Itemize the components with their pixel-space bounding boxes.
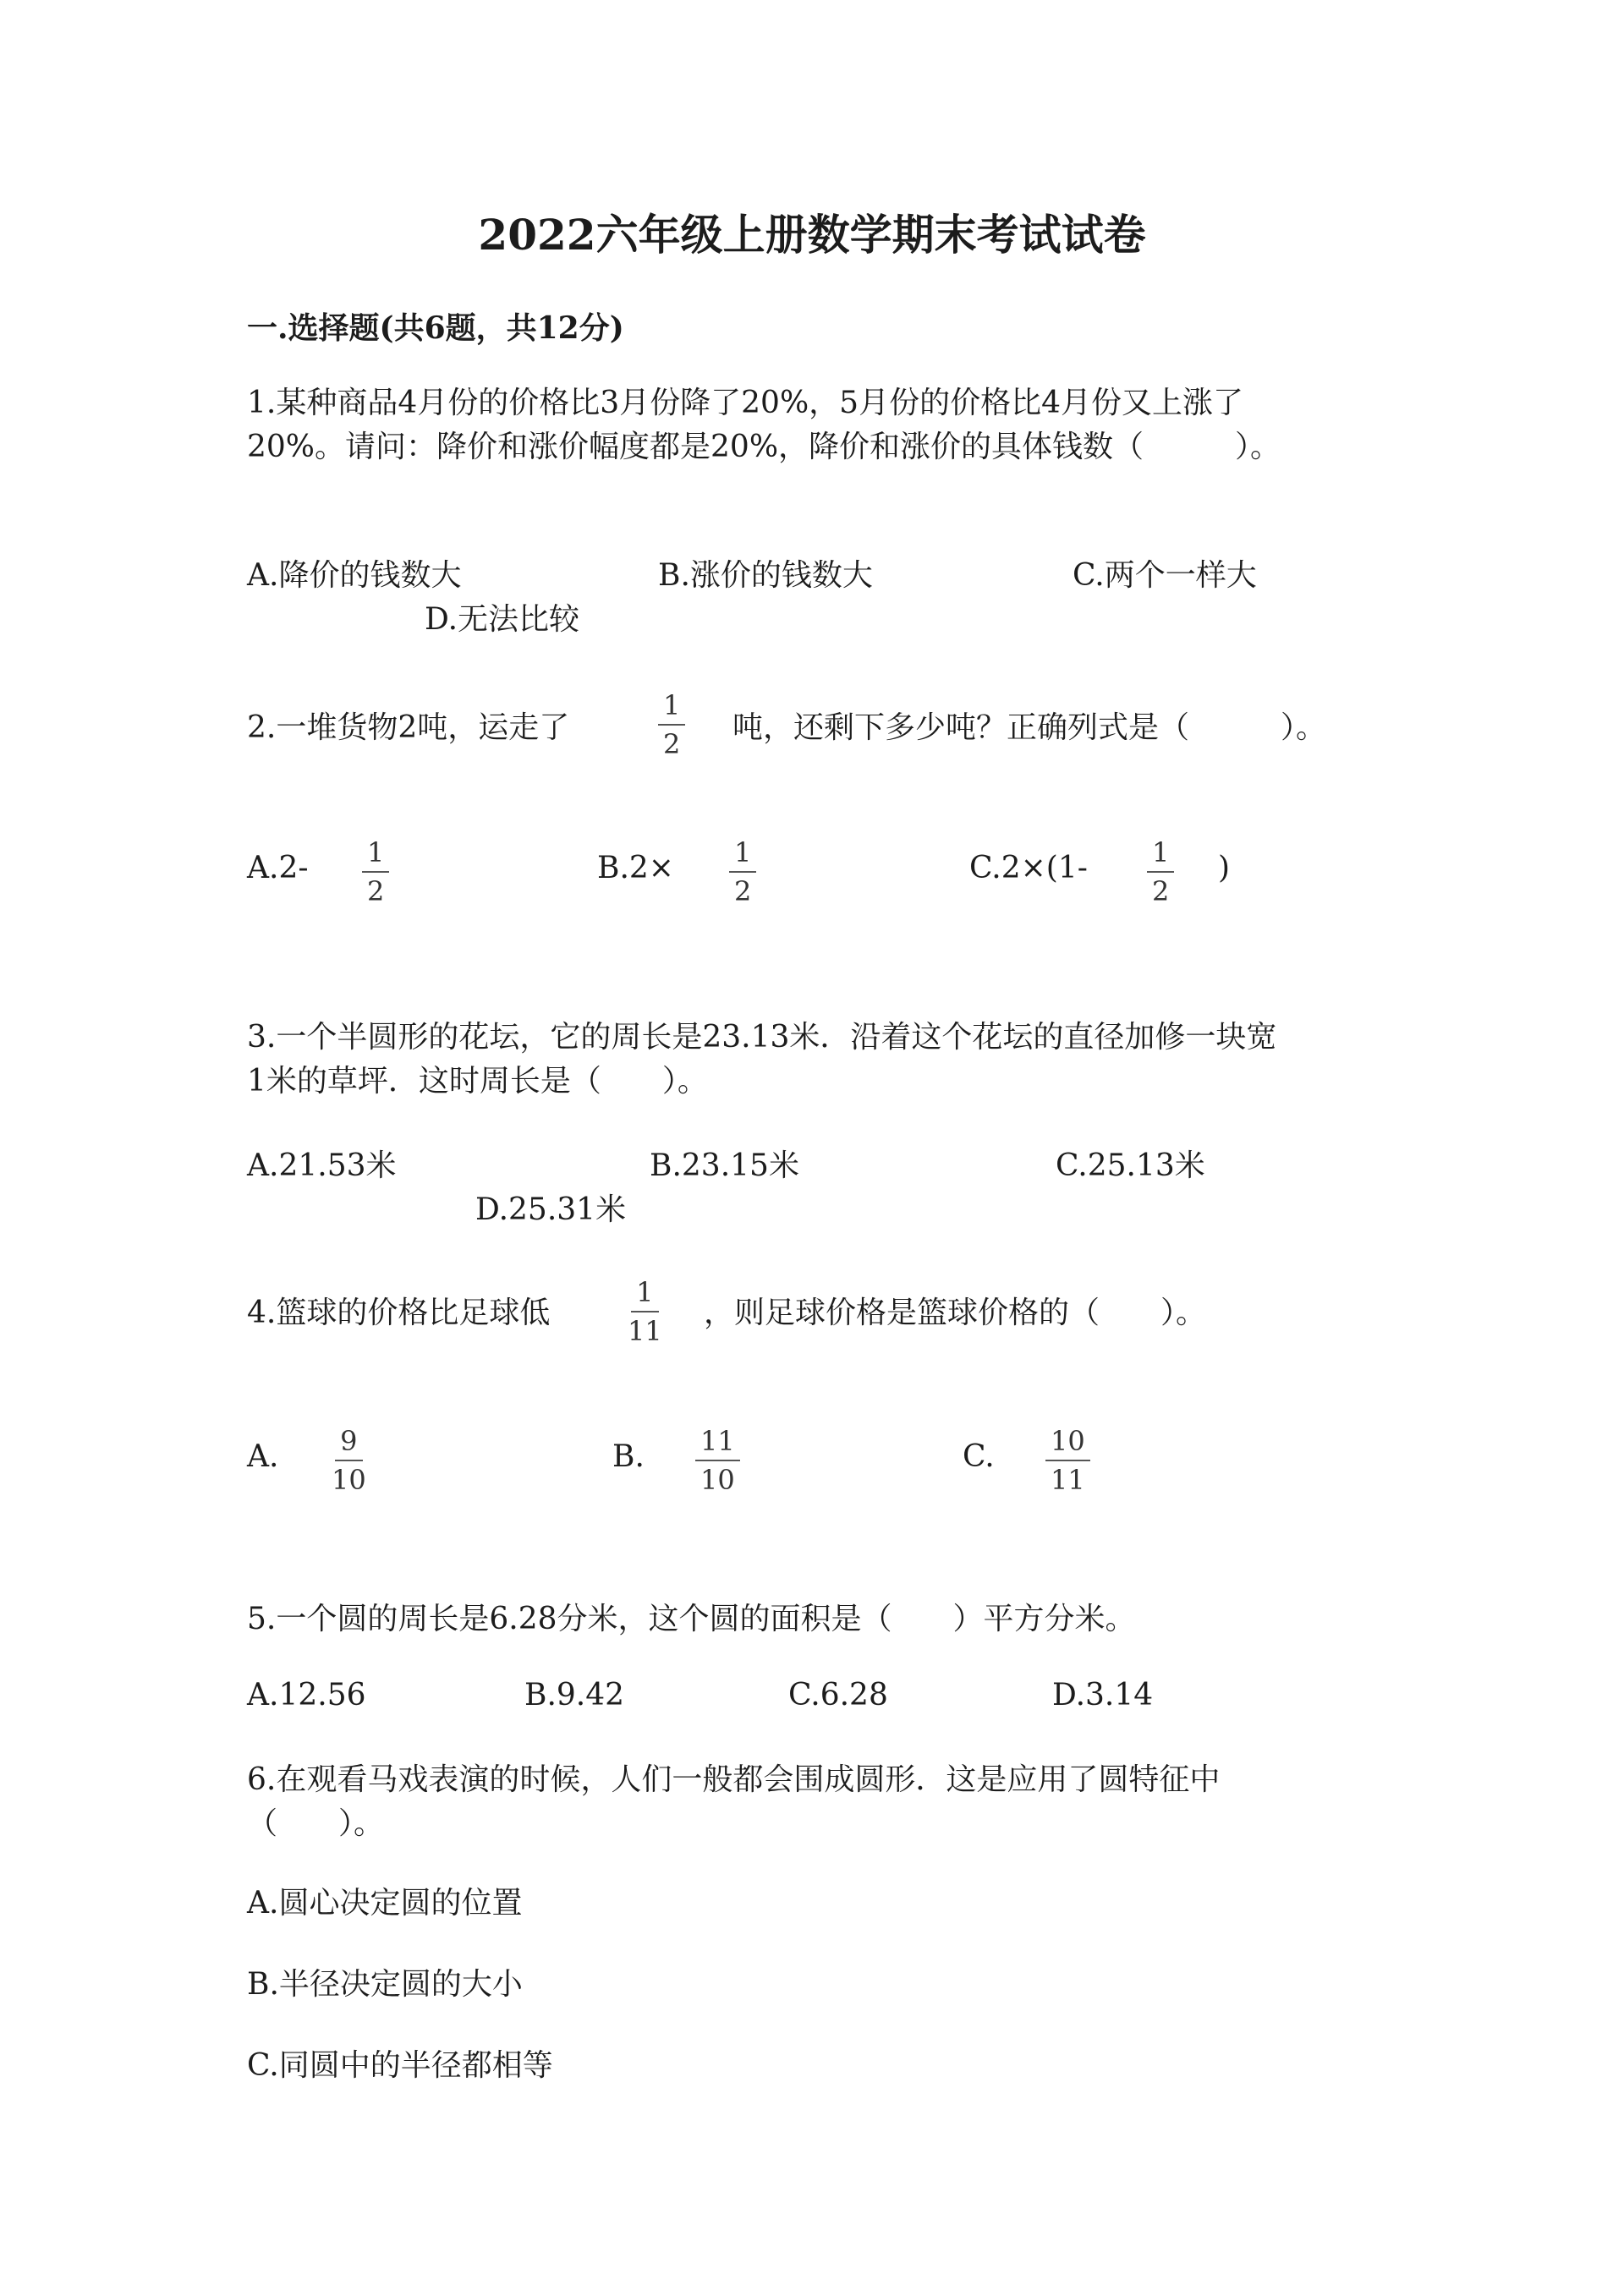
q3-option-a: A.21.53米 <box>247 1148 397 1183</box>
fraction-numerator: 9 <box>335 1427 362 1461</box>
fraction-numerator: 11 <box>695 1427 740 1461</box>
q6-option-b: B.半径决定圆的大小 <box>247 1967 523 2002</box>
fraction-numerator: 1 <box>631 1279 658 1312</box>
fraction-denominator: 11 <box>1051 1464 1085 1496</box>
q4-option-a-fraction <box>332 1425 366 1496</box>
fraction-denominator: 2 <box>1152 875 1170 907</box>
fraction-denominator: 10 <box>332 1464 366 1496</box>
q2-option-c-fraction <box>1147 836 1174 907</box>
q2-text-post: 吨，还剩下多少吨？正确列式是（ ）。 <box>732 710 1327 745</box>
q6-line2: （ ）。 <box>247 1806 385 1841</box>
q5-line1: 5.一个圆的周长是6.28分米，这个圆的面积是（ ）平方分米。 <box>247 1602 1136 1636</box>
fraction-denominator: 2 <box>663 728 681 760</box>
q3-line2: 1米的草坪．这时周长是（ ）。 <box>247 1064 708 1099</box>
q6-option-c: C.同圆中的半径都相等 <box>247 2048 553 2083</box>
q4-option-b: B. <box>612 1439 645 1474</box>
q4-fraction <box>628 1276 662 1347</box>
q3-option-b: B.23.15米 <box>650 1148 799 1183</box>
q2-option-a: A.2- <box>247 851 309 885</box>
q3-option-c: C.25.13米 <box>1056 1148 1205 1183</box>
page-title: 2022六年级上册数学期末考试试卷 <box>478 210 1146 260</box>
q4-text-post: ，则足球价格是篮球价格的（ ）。 <box>704 1296 1207 1330</box>
q5-option-d: D.3.14 <box>1052 1678 1154 1712</box>
q3-line1: 3.一个半圆形的花坛，它的周长是23.13米．沿着这个花坛的直径加修一块宽 <box>247 1020 1277 1055</box>
q3-option-d: D.25.31米 <box>475 1192 627 1227</box>
q5-option-c: C.6.28 <box>788 1678 888 1712</box>
fraction-denominator: 10 <box>700 1464 735 1496</box>
q5-option-b: B.9.42 <box>524 1678 625 1712</box>
q1-line1: 1.某种商品4月份的价格比3月份降了20%，5月份的价格比4月份又上涨了 <box>247 386 1243 420</box>
q4-option-b-fraction <box>695 1425 740 1496</box>
q1-option-b: B.涨价的钱数大 <box>658 558 873 593</box>
q4-option-c-fraction <box>1045 1425 1090 1496</box>
fraction-numerator: 1 <box>362 839 389 873</box>
q1-line2: 20%。请问：降价和涨价幅度都是20%，降价和涨价的具体钱数（ ）。 <box>247 430 1281 464</box>
fraction-denominator: 2 <box>734 875 752 907</box>
fraction-denominator: 2 <box>367 875 385 907</box>
q5-option-a: A.12.56 <box>247 1678 366 1712</box>
q1-option-d: D.无法比较 <box>425 602 580 637</box>
q2-option-c: C.2×(1- <box>969 851 1088 885</box>
fraction-numerator: 1 <box>729 839 756 873</box>
q4-text-pre: 4.篮球的价格比足球低 <box>247 1296 551 1330</box>
q4-option-c: C. <box>963 1439 995 1474</box>
q6-line1: 6.在观看马戏表演的时候，人们一般都会围成圆形．这是应用了圆特征中 <box>247 1762 1221 1797</box>
q1-option-c: C.两个一样大 <box>1073 558 1257 593</box>
q2-option-b-fraction <box>729 836 756 907</box>
fraction-denominator: 11 <box>628 1315 662 1347</box>
q2-option-c-close: ) <box>1218 851 1231 885</box>
fraction-numerator: 1 <box>658 692 685 726</box>
q1-option-a: A.降价的钱数大 <box>247 558 462 593</box>
q4-option-a: A. <box>247 1439 279 1474</box>
q2-fraction <box>658 689 685 760</box>
q2-text-pre: 2.一堆货物2吨，运走了 <box>247 710 570 745</box>
section-heading: 一.选择题(共6题，共12分) <box>247 310 624 346</box>
fraction-numerator: 10 <box>1045 1427 1090 1461</box>
q6-option-a: A.圆心决定圆的位置 <box>247 1886 523 1921</box>
q2-option-a-fraction <box>362 836 389 907</box>
fraction-numerator: 1 <box>1147 839 1174 873</box>
q2-option-b: B.2× <box>597 851 674 885</box>
